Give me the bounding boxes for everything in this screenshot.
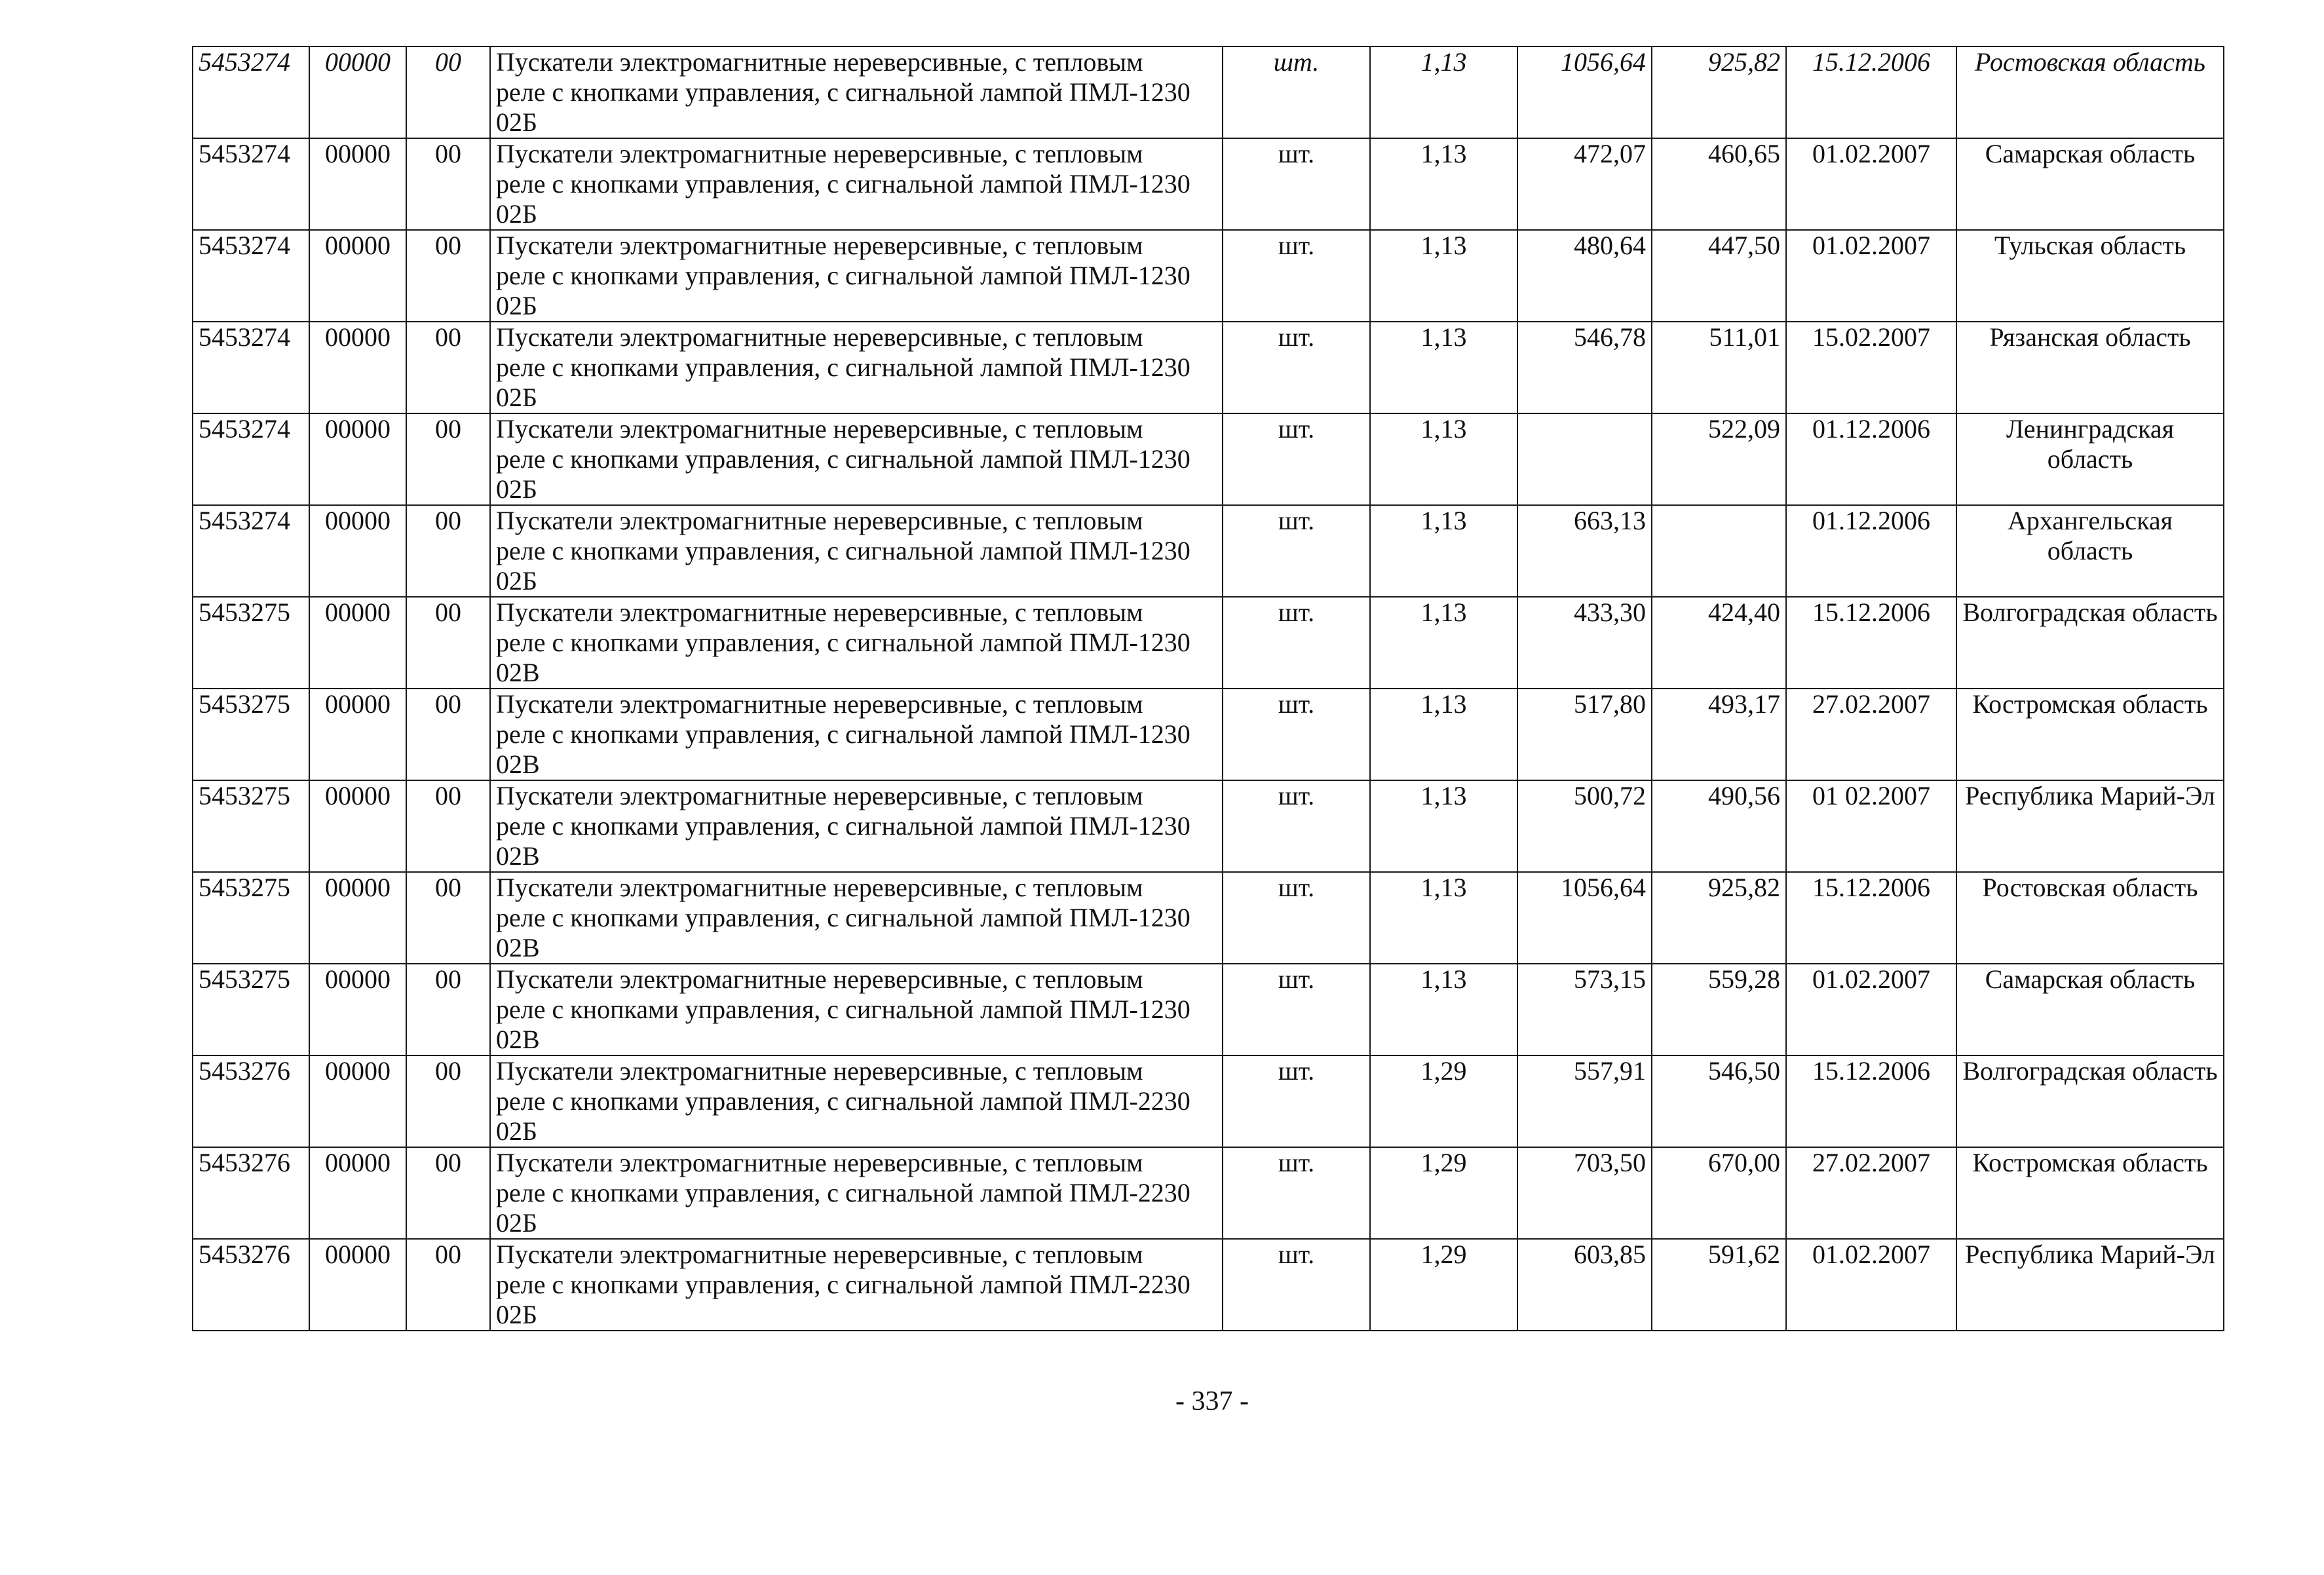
price-cell: 663,13: [1517, 505, 1652, 597]
item-code-cell: 5453274: [193, 505, 309, 597]
variant-code-cell: 00: [406, 505, 490, 597]
region-cell: Самарская область: [1956, 964, 2224, 1055]
sub-code-cell: 00000: [309, 872, 406, 964]
description-line: Пускатели электромагнитные нереверсивные, с тепловым: [496, 414, 1143, 444]
description-line: 02Б: [496, 291, 537, 320]
coefficient-cell: 1,13: [1370, 230, 1517, 322]
description-line: 02Б: [496, 383, 537, 412]
price-cell: 433,30: [1517, 597, 1652, 689]
unit-cell: шт.: [1223, 413, 1370, 505]
unit-cell: шт.: [1223, 47, 1370, 138]
date-cell: 01.02.2007: [1786, 230, 1956, 322]
variant-code-cell: 00: [406, 230, 490, 322]
price-cell: 925,82: [1652, 872, 1786, 964]
item-code-cell: 5453276: [193, 1147, 309, 1239]
description-line: реле с кнопками управления, с сигнальной лампой ПМЛ-1230: [496, 995, 1191, 1024]
table-row: [193, 1055, 2224, 1147]
price-cell: [1652, 505, 1786, 597]
description-cell: [490, 230, 1223, 322]
table-row: [193, 47, 2224, 138]
sub-code-cell: 00000: [309, 1147, 406, 1239]
variant-code-cell: 00: [406, 138, 490, 230]
description-cell: [490, 1239, 1223, 1331]
description-line: Пускатели электромагнитные нереверсивные, с тепловым: [496, 231, 1143, 260]
description-cell: [490, 1055, 1223, 1147]
description-line: реле с кнопками управления, с сигнальной лампой ПМЛ-1230: [496, 261, 1191, 290]
description-cell: [490, 413, 1223, 505]
description-line: 02В: [496, 1025, 540, 1054]
item-code-cell: 5453274: [193, 47, 309, 138]
table-row: [193, 505, 2224, 597]
date-cell: 15.12.2006: [1786, 47, 1956, 138]
table-row: [193, 413, 2224, 505]
price-cell: 1056,64: [1517, 47, 1652, 138]
price-cell: 517,80: [1517, 689, 1652, 780]
description-line: 02Б: [496, 1208, 537, 1238]
description-line: 02В: [496, 658, 540, 687]
coefficient-cell: 1,13: [1370, 322, 1517, 413]
unit-cell: шт.: [1223, 964, 1370, 1055]
description-line: 02Б: [496, 566, 537, 596]
unit-cell: шт.: [1223, 138, 1370, 230]
description-line: 02В: [496, 750, 540, 779]
date-cell: 27.02.2007: [1786, 1147, 1956, 1239]
sub-code-cell: 00000: [309, 230, 406, 322]
table-row: [193, 230, 2224, 322]
variant-code-cell: 00: [406, 597, 490, 689]
sub-code-cell: 00000: [309, 1055, 406, 1147]
item-code-cell: 5453274: [193, 230, 309, 322]
sub-code-cell: 00000: [309, 47, 406, 138]
description-line: реле с кнопками управления, с сигнальной лампой ПМЛ-1230: [496, 169, 1191, 199]
description-cell: [490, 1147, 1223, 1239]
table-row: [193, 964, 2224, 1055]
item-code-cell: 5453276: [193, 1239, 309, 1331]
region-cell: Самарская область: [1956, 138, 2224, 230]
description-cell: [490, 689, 1223, 780]
date-cell: 27.02.2007: [1786, 689, 1956, 780]
description-line: Пускатели электромагнитные нереверсивные, с тепловым: [496, 1056, 1143, 1086]
coefficient-cell: 1,13: [1370, 413, 1517, 505]
date-cell: 15.12.2006: [1786, 597, 1956, 689]
price-cell: 490,56: [1652, 780, 1786, 872]
description-line: реле с кнопками управления, с сигнальной лампой ПМЛ-1230: [496, 77, 1191, 107]
description-line: Пускатели электромагнитные нереверсивные, с тепловым: [496, 322, 1143, 352]
date-cell: 01.12.2006: [1786, 505, 1956, 597]
variant-code-cell: 00: [406, 872, 490, 964]
description-line: 02Б: [496, 1300, 537, 1329]
price-cell: [1517, 413, 1652, 505]
item-code-cell: 5453276: [193, 1055, 309, 1147]
price-cell: 603,85: [1517, 1239, 1652, 1331]
page-number: - 337 -: [1175, 1386, 1249, 1416]
price-cell: 447,50: [1652, 230, 1786, 322]
price-cell: 493,17: [1652, 689, 1786, 780]
description-cell: [490, 47, 1223, 138]
item-code-cell: 5453274: [193, 138, 309, 230]
region-cell: Архангельская область: [1956, 505, 2224, 597]
description-line: 02Б: [496, 1116, 537, 1146]
table-row: [193, 597, 2224, 689]
variant-code-cell: 00: [406, 1055, 490, 1147]
sub-code-cell: 00000: [309, 322, 406, 413]
description-cell: [490, 872, 1223, 964]
description-line: реле с кнопками управления, с сигнальной лампой ПМЛ-2230: [496, 1178, 1191, 1207]
price-cell: 670,00: [1652, 1147, 1786, 1239]
coefficient-cell: 1,29: [1370, 1239, 1517, 1331]
price-cell: 1056,64: [1517, 872, 1652, 964]
sub-code-cell: 00000: [309, 505, 406, 597]
coefficient-cell: 1,13: [1370, 872, 1517, 964]
coefficient-cell: 1,13: [1370, 597, 1517, 689]
region-cell: Волгоградская область: [1956, 597, 2224, 689]
table-body: [193, 47, 2224, 1331]
item-code-cell: 5453274: [193, 322, 309, 413]
description-line: реле с кнопками управления, с сигнальной лампой ПМЛ-1230: [496, 811, 1191, 841]
item-code-cell: 5453275: [193, 689, 309, 780]
description-cell: [490, 964, 1223, 1055]
sub-code-cell: 00000: [309, 780, 406, 872]
price-cell: 557,91: [1517, 1055, 1652, 1147]
region-cell: Костромская область: [1956, 1147, 2224, 1239]
description-line: Пускатели электромагнитные нереверсивные, с тепловым: [496, 781, 1143, 810]
description-line: реле с кнопками управления, с сигнальной лампой ПМЛ-2230: [496, 1086, 1191, 1116]
region-cell: Республика Марий-Эл: [1956, 780, 2224, 872]
table-row: [193, 689, 2224, 780]
description-line: реле с кнопками управления, с сигнальной лампой ПМЛ-1230: [496, 536, 1191, 565]
variant-code-cell: 00: [406, 413, 490, 505]
coefficient-cell: 1,13: [1370, 689, 1517, 780]
item-code-cell: 5453275: [193, 597, 309, 689]
coefficient-cell: 1,13: [1370, 780, 1517, 872]
date-cell: 15.12.2006: [1786, 1055, 1956, 1147]
description-cell: [490, 138, 1223, 230]
description-cell: [490, 505, 1223, 597]
date-cell: 01.02.2007: [1786, 138, 1956, 230]
unit-cell: шт.: [1223, 689, 1370, 780]
description-line: Пускатели электромагнитные нереверсивные, с тепловым: [496, 506, 1143, 535]
unit-cell: шт.: [1223, 1239, 1370, 1331]
description-line: 02В: [496, 841, 540, 871]
price-cell: 573,15: [1517, 964, 1652, 1055]
date-cell: 15.12.2006: [1786, 872, 1956, 964]
description-line: Пускатели электромагнитные нереверсивные, с тепловым: [496, 873, 1143, 902]
coefficient-cell: 1,13: [1370, 505, 1517, 597]
table-row: [193, 780, 2224, 872]
unit-cell: шт.: [1223, 1055, 1370, 1147]
date-cell: 01.12.2006: [1786, 413, 1956, 505]
coefficient-cell: 1,13: [1370, 964, 1517, 1055]
description-line: реле с кнопками управления, с сигнальной лампой ПМЛ-1230: [496, 444, 1191, 474]
region-cell: Ростовская область: [1956, 47, 2224, 138]
table-row: [193, 1147, 2224, 1239]
item-code-cell: 5453275: [193, 872, 309, 964]
unit-cell: шт.: [1223, 230, 1370, 322]
region-cell: Костромская область: [1956, 689, 2224, 780]
unit-cell: шт.: [1223, 322, 1370, 413]
description-line: Пускатели электромагнитные нереверсивные, с тепловым: [496, 964, 1143, 994]
region-cell: Ленинградская область: [1956, 413, 2224, 505]
description-cell: [490, 780, 1223, 872]
sub-code-cell: 00000: [309, 964, 406, 1055]
region-cell: Республика Марий-Эл: [1956, 1239, 2224, 1331]
region-cell: Волгоградская область: [1956, 1055, 2224, 1147]
price-cell: 424,40: [1652, 597, 1786, 689]
item-code-cell: 5453274: [193, 413, 309, 505]
variant-code-cell: 00: [406, 1239, 490, 1331]
sub-code-cell: 00000: [309, 413, 406, 505]
description-cell: [490, 597, 1223, 689]
price-cell: 472,07: [1517, 138, 1652, 230]
price-cell: 925,82: [1652, 47, 1786, 138]
unit-cell: шт.: [1223, 505, 1370, 597]
price-table: [192, 46, 2224, 1331]
sub-code-cell: 00000: [309, 597, 406, 689]
description-line: реле с кнопками управления, с сигнальной лампой ПМЛ-2230: [496, 1270, 1191, 1299]
sub-code-cell: 00000: [309, 1239, 406, 1331]
price-cell: 511,01: [1652, 322, 1786, 413]
price-cell: 460,65: [1652, 138, 1786, 230]
date-cell: 01 02.2007: [1786, 780, 1956, 872]
price-cell: 559,28: [1652, 964, 1786, 1055]
description-line: Пускатели электромагнитные нереверсивные, с тепловым: [496, 1240, 1143, 1269]
coefficient-cell: 1,13: [1370, 47, 1517, 138]
description-line: Пускатели электромагнитные нереверсивные, с тепловым: [496, 47, 1143, 77]
table-row: [193, 322, 2224, 413]
coefficient-cell: 1,29: [1370, 1147, 1517, 1239]
price-cell: 703,50: [1517, 1147, 1652, 1239]
variant-code-cell: 00: [406, 964, 490, 1055]
region-cell: Тульская область: [1956, 230, 2224, 322]
description-line: Пускатели электромагнитные нереверсивные, с тепловым: [496, 139, 1143, 168]
sub-code-cell: 00000: [309, 138, 406, 230]
description-line: Пускатели электромагнитные нереверсивные, с тепловым: [496, 598, 1143, 627]
item-code-cell: 5453275: [193, 964, 309, 1055]
variant-code-cell: 00: [406, 1147, 490, 1239]
description-line: реле с кнопками управления, с сигнальной лампой ПМЛ-1230: [496, 352, 1191, 382]
unit-cell: шт.: [1223, 1147, 1370, 1239]
item-code-cell: 5453275: [193, 780, 309, 872]
unit-cell: шт.: [1223, 780, 1370, 872]
region-cell: Рязанская область: [1956, 322, 2224, 413]
table-row: [193, 872, 2224, 964]
description-line: 02Б: [496, 474, 537, 504]
coefficient-cell: 1,29: [1370, 1055, 1517, 1147]
description-line: реле с кнопками управления, с сигнальной лампой ПМЛ-1230: [496, 719, 1191, 749]
variant-code-cell: 00: [406, 689, 490, 780]
table-row: [193, 138, 2224, 230]
variant-code-cell: 00: [406, 47, 490, 138]
price-cell: 522,09: [1652, 413, 1786, 505]
variant-code-cell: 00: [406, 322, 490, 413]
table-row: [193, 1239, 2224, 1331]
description-line: 02Б: [496, 107, 537, 137]
unit-cell: шт.: [1223, 597, 1370, 689]
price-cell: 546,78: [1517, 322, 1652, 413]
sub-code-cell: 00000: [309, 689, 406, 780]
date-cell: 15.02.2007: [1786, 322, 1956, 413]
price-cell: 480,64: [1517, 230, 1652, 322]
description-line: реле с кнопками управления, с сигнальной лампой ПМЛ-1230: [496, 903, 1191, 932]
price-cell: 546,50: [1652, 1055, 1786, 1147]
date-cell: 01.02.2007: [1786, 964, 1956, 1055]
description-line: 02Б: [496, 199, 537, 229]
price-cell: 591,62: [1652, 1239, 1786, 1331]
description-line: Пускатели электромагнитные нереверсивные, с тепловым: [496, 689, 1143, 719]
region-cell: Ростовская область: [1956, 872, 2224, 964]
description-line: реле с кнопками управления, с сигнальной лампой ПМЛ-1230: [496, 628, 1191, 657]
coefficient-cell: 1,13: [1370, 138, 1517, 230]
description-line: Пускатели электромагнитные нереверсивные, с тепловым: [496, 1148, 1143, 1177]
date-cell: 01.02.2007: [1786, 1239, 1956, 1331]
unit-cell: шт.: [1223, 872, 1370, 964]
description-cell: [490, 322, 1223, 413]
price-cell: 500,72: [1517, 780, 1652, 872]
variant-code-cell: 00: [406, 780, 490, 872]
description-line: 02В: [496, 933, 540, 962]
